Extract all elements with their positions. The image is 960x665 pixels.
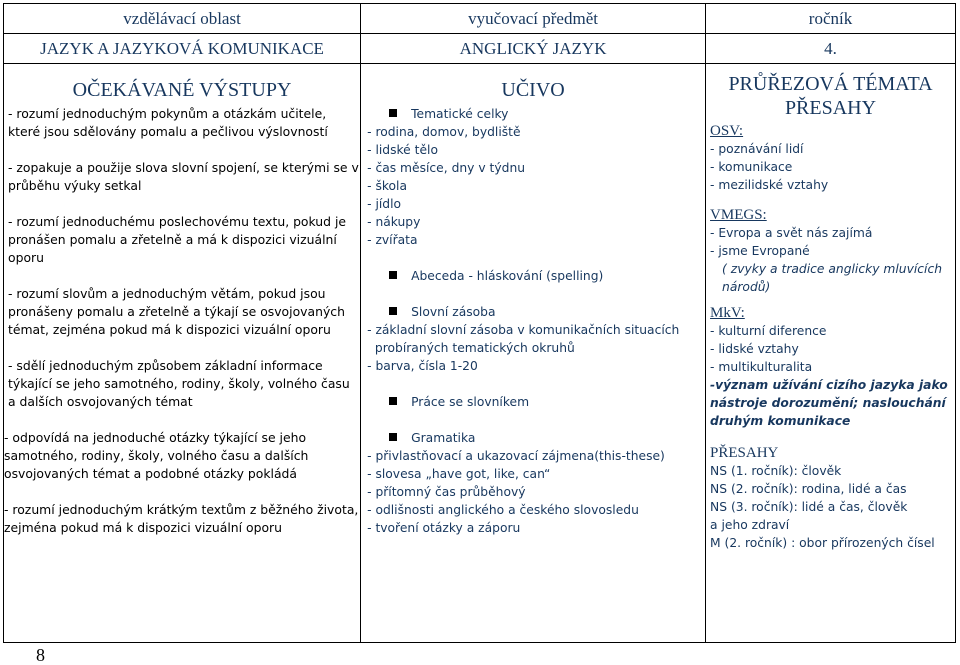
outcome-item: - odpovídá na jednoduché otázky týkající se jeho samotného, rodiny, školy, volného času a dalších osvojovaných témat a podobné otázky pokládá: [4, 430, 309, 481]
curriculum-table: [3, 3, 956, 643]
vmegs-label: VMEGS:: [710, 207, 767, 223]
outcome-item: - rozumí jednoduchému poslechovému textu, pokud je pronášen pomalu a zřetelně a má k dispozici vizuální oporu: [8, 214, 347, 265]
presahy-label: PŘESAHY: [710, 445, 779, 461]
list-item: NS (2. ročník): rodina, lidé a čas: [710, 482, 907, 496]
list-item: - základní slovní zásoba v komunikačních situacích: [367, 323, 680, 337]
list-item: - přítomný čas průběhový: [367, 485, 526, 499]
bullet-icon: [389, 109, 397, 117]
list-item: NS (1. ročník): člověk: [710, 464, 842, 478]
area-value: JAZYK A JAZYKOVÁ KOMUNIKACE: [4, 34, 361, 64]
mkv-highlight: -význam užívání cizího jazyka jako nástroje dorozumění; naslouchání druhým komunikace: [710, 378, 948, 428]
list-item: - nákupy: [367, 215, 421, 229]
list-item: - čas měsíce, dny v týdnu: [367, 161, 526, 175]
list-item: - slovesa „have got, like, can“: [367, 467, 551, 481]
list-item: - škola: [367, 179, 408, 193]
list-item: - multikulturalita: [710, 360, 813, 374]
list-item: - lidské tělo: [367, 143, 438, 157]
bullet-icon: [389, 307, 397, 315]
list-item: - kulturní diference: [710, 324, 827, 338]
list-item: - jídlo: [367, 197, 402, 211]
bullet-icon: [389, 433, 397, 441]
outcomes-heading: OČEKÁVANÉ VÝSTUPY: [72, 79, 292, 101]
topic-block-title: Slovní zásoba: [367, 303, 705, 321]
list-item: - přivlastňovací a ukazovací zájmena(this-these): [367, 449, 665, 463]
outcome-item: - sdělí jednoduchým způsobem základní informace týkající se jeho samotného, rodiny, školy, volného času a dalších osvojovaných témat: [8, 358, 350, 409]
topics-cell: [706, 64, 956, 643]
osv-label: OSV:: [710, 123, 744, 139]
grade-value: 4.: [706, 34, 956, 64]
list-item: - barva, čísla 1-20: [367, 359, 478, 373]
topic-block-title: Gramatika: [367, 429, 705, 447]
bullet-icon: [389, 397, 397, 405]
list-item: - Evropa a svět nás zajímá: [710, 226, 873, 240]
subject-value: ANGLICKÝ JAZYK: [361, 34, 706, 64]
list-item: - tvoření otázky a záporu: [367, 521, 521, 535]
list-item: M (2. ročník) : obor přírozených čísel: [710, 536, 935, 550]
list-item: - mezilidské vztahy: [710, 178, 829, 192]
curriculum-heading: UČIVO: [501, 79, 565, 101]
list-item: NS (3. ročník): lidé a čas, člověk: [710, 500, 908, 514]
bullet-icon: [389, 271, 397, 279]
list-item: - rodina, domov, bydliště: [367, 125, 521, 139]
list-item: - lidské vztahy: [710, 342, 799, 356]
list-item: - komunikace: [710, 160, 793, 174]
vmegs-note: ( zvyky a tradice anglicky mluvících národů): [722, 262, 943, 294]
list-item: a jeho zdraví: [710, 518, 790, 532]
area-label: vzdělávací oblast: [4, 4, 361, 34]
topic-block-title: Abeceda - hláskování (spelling): [367, 267, 705, 285]
list-item: - zvířata: [367, 233, 418, 247]
outcomes-cell: [4, 64, 361, 643]
subject-label: vyučovací předmět: [361, 4, 706, 34]
topics-heading: PRŮŘEZOVÁ TÉMATA PŘESAHY: [728, 73, 933, 119]
list-item: - jsme Evropané: [710, 244, 810, 258]
topic-block-title: Práce se slovníkem: [367, 393, 705, 411]
page-number: 8: [36, 645, 45, 665]
outcome-item: - rozumí jednoduchým pokynům a otázkám učitele, které jsou sdělovány pomalu a pečlivou výslovností: [8, 106, 328, 139]
curriculum-cell: [361, 64, 706, 643]
outcome-item: - rozumí slovům a jednoduchým větám, pokud jsou pronášeny pomalu a zřetelně a týkají se osvojovaných témat, zejména pokud má k dispozici vizuální oporu: [8, 286, 345, 337]
outcome-item: - zopakuje a použije slova slovní spojení, se kterými se v průběhu výuky setkal: [8, 160, 359, 193]
outcome-item: - rozumí jednoduchým krátkým textům z běžného života, zejména pokud má k dispozici vizuální oporu: [4, 502, 359, 535]
list-item: - poznávání lidí: [710, 142, 804, 156]
grade-label: ročník: [706, 4, 956, 34]
list-item: - odlišnosti anglického a českého slovosledu: [367, 503, 639, 517]
topic-block-title: Tematické celky: [367, 105, 705, 123]
list-item: probíraných tematických okruhů: [367, 341, 575, 355]
mkv-label: MkV:: [710, 305, 745, 321]
